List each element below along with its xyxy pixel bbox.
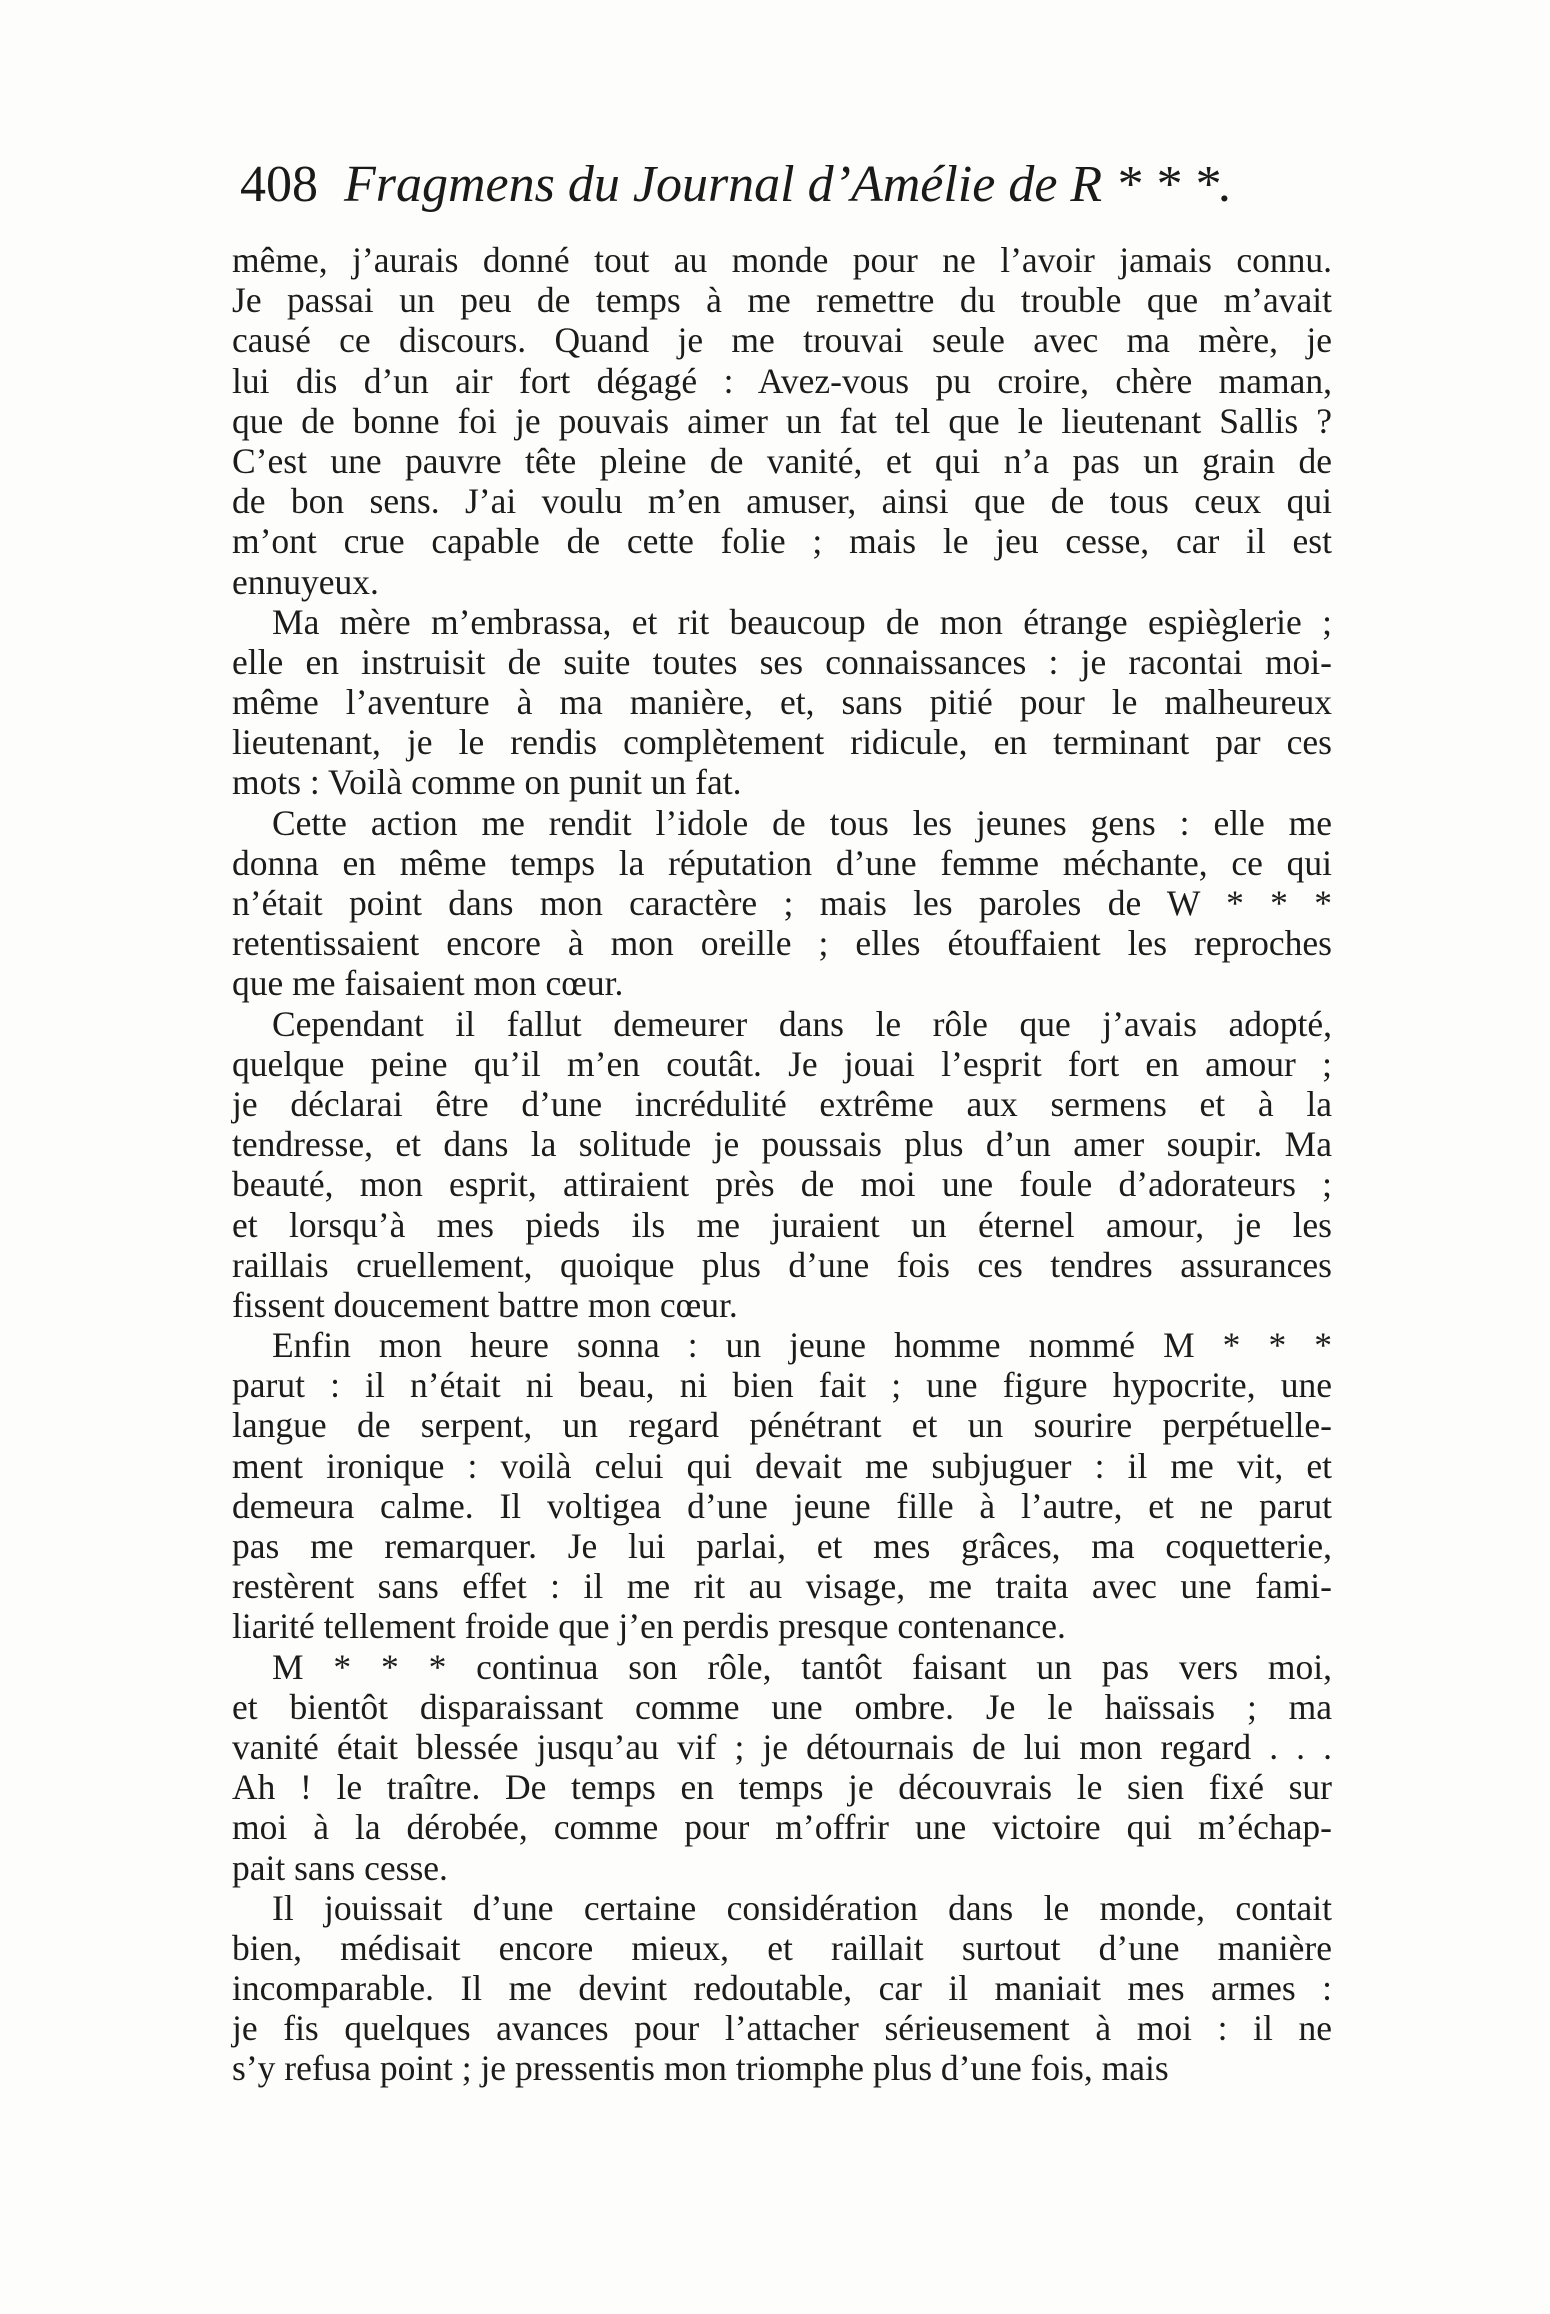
text-line: même l’aventure à ma manière, et, sans pitié pour le malheureux xyxy=(232,682,1332,723)
text-line: lui dis d’un air fort dégagé : Avez-vous pu croire, chère maman, xyxy=(232,360,1332,401)
text-line: parut : il n’était ni beau, ni bien fait ; une figure hypocrite, une xyxy=(232,1365,1332,1406)
text-line: moi à la dérobée, comme pour m’offrir une victoire qui m’échap- xyxy=(232,1807,1332,1848)
text-line: ennuyeux. xyxy=(232,561,379,602)
text-line: et bientôt disparaissant comme une ombre. Je le haïssais ; ma xyxy=(232,1686,1332,1727)
page-header xyxy=(240,150,1340,220)
text-line: ment ironique : voilà celui qui devait me subjuguer : il me vit, et xyxy=(232,1445,1332,1486)
text-line: Je passai un peu de temps à me remettre du trouble que m’avait xyxy=(232,280,1332,321)
text-line: je déclarai être d’une incrédulité extrême aux sermens et à la xyxy=(232,1083,1332,1124)
text-line: donna en même temps la réputation d’une femme méchante, ce qui xyxy=(232,842,1332,883)
paragraph xyxy=(232,602,1332,803)
text-line: demeura calme. Il voltigea d’une jeune fille à l’autre, et ne parut xyxy=(232,1485,1332,1526)
text-line: Enfin mon heure sonna : un jeune homme nommé M * * * xyxy=(272,1325,1332,1366)
text-line: Cette action me rendit l’idole de tous les jeunes gens : elle me xyxy=(272,802,1332,843)
paragraph xyxy=(232,1325,1332,1647)
text-line: mots : Voilà comme on punit un fat. xyxy=(232,762,742,803)
text-line: retentissaient encore à mon oreille ; elles étouffaient les reproches xyxy=(232,923,1332,964)
paragraph xyxy=(232,803,1332,1004)
paragraph xyxy=(232,1647,1332,1888)
text-line: m’ont crue capable de cette folie ; mais le jeu cesse, car il est xyxy=(232,521,1332,562)
text-line: fissent doucement battre mon cœur. xyxy=(232,1284,738,1325)
text-line: M * * * continua son rôle, tantôt faisant un pas vers moi, xyxy=(272,1646,1332,1687)
paragraph xyxy=(232,1004,1332,1326)
page-number: 408 xyxy=(240,156,318,213)
text-line: que de bonne foi je pouvais aimer un fat tel que le lieutenant Sallis ? xyxy=(232,400,1332,441)
text-line: restèrent sans effet : il me rit au visage, me traita avec une fami- xyxy=(232,1566,1332,1607)
text-line: pait sans cesse. xyxy=(232,1847,448,1888)
text-line: tendresse, et dans la solitude je poussais plus d’un amer soupir. Ma xyxy=(232,1124,1332,1165)
text-line: que me faisaient mon cœur. xyxy=(232,963,624,1004)
text-line: beauté, mon esprit, attiraient près de moi une foule d’adorateurs ; xyxy=(232,1164,1332,1205)
text-line: causé ce discours. Quand je me trouvai seule avec ma mère, je xyxy=(232,320,1332,361)
text-line: je fis quelques avances pour l’attacher sérieusement à moi : il ne xyxy=(232,2008,1332,2049)
text-line: bien, médisait encore mieux, et raillait surtout d’une manière xyxy=(232,1927,1332,1968)
running-title: Fragmens du Journal d’Amélie de R * * *. xyxy=(344,156,1233,213)
paragraph xyxy=(232,240,1332,602)
text-line: Ah ! le traître. De temps en temps je découvrais le sien fixé sur xyxy=(232,1767,1332,1808)
text-line: Il jouissait d’une certaine considération dans le monde, contait xyxy=(272,1887,1332,1928)
text-line: lieutenant, je le rendis complètement ridicule, en terminant par ces xyxy=(232,722,1332,763)
text-line: s’y refusa point ; je pressentis mon triomphe plus d’une fois, mais xyxy=(232,2048,1169,2089)
text-line: C’est une pauvre tête pleine de vanité, et qui n’a pas un grain de xyxy=(232,440,1332,481)
text-line: liarité tellement froide que j’en perdis presque contenance. xyxy=(232,1606,1066,1647)
text-line: Ma mère m’embrassa, et rit beaucoup de mon étrange espièglerie ; xyxy=(272,601,1332,642)
text-line: même, j’aurais donné tout au monde pour ne l’avoir jamais connu. xyxy=(232,240,1332,280)
text-line: Cependant il fallut demeurer dans le rôle que j’avais adopté, xyxy=(272,1003,1332,1044)
paragraph xyxy=(232,1888,1332,2089)
text-line: langue de serpent, un regard pénétrant et un sourire perpétuelle- xyxy=(232,1405,1332,1446)
text-line: raillais cruellement, quoique plus d’une fois ces tendres assurances xyxy=(232,1244,1332,1285)
text-line: incomparable. Il me devint redoutable, car il maniait mes armes : xyxy=(232,1968,1332,2009)
text-line: et lorsqu’à mes pieds ils me juraient un éternel amour, je les xyxy=(232,1204,1332,1245)
text-line: vanité était blessée jusqu’au vif ; je détournais de lui mon regard . . . xyxy=(232,1726,1332,1767)
text-line: de bon sens. J’ai voulu m’en amuser, ainsi que de tous ceux qui xyxy=(232,481,1332,522)
text-line: pas me remarquer. Je lui parlai, et mes grâces, ma coquetterie, xyxy=(232,1526,1332,1566)
body-text xyxy=(232,240,1332,2089)
text-line: quelque peine qu’il m’en coutât. Je jouai l’esprit fort en amour ; xyxy=(232,1043,1332,1084)
text-line: n’était point dans mon caractère ; mais les paroles de W * * * xyxy=(232,883,1332,923)
text-line: elle en instruisit de suite toutes ses connaissances : je racontai moi- xyxy=(232,641,1332,682)
